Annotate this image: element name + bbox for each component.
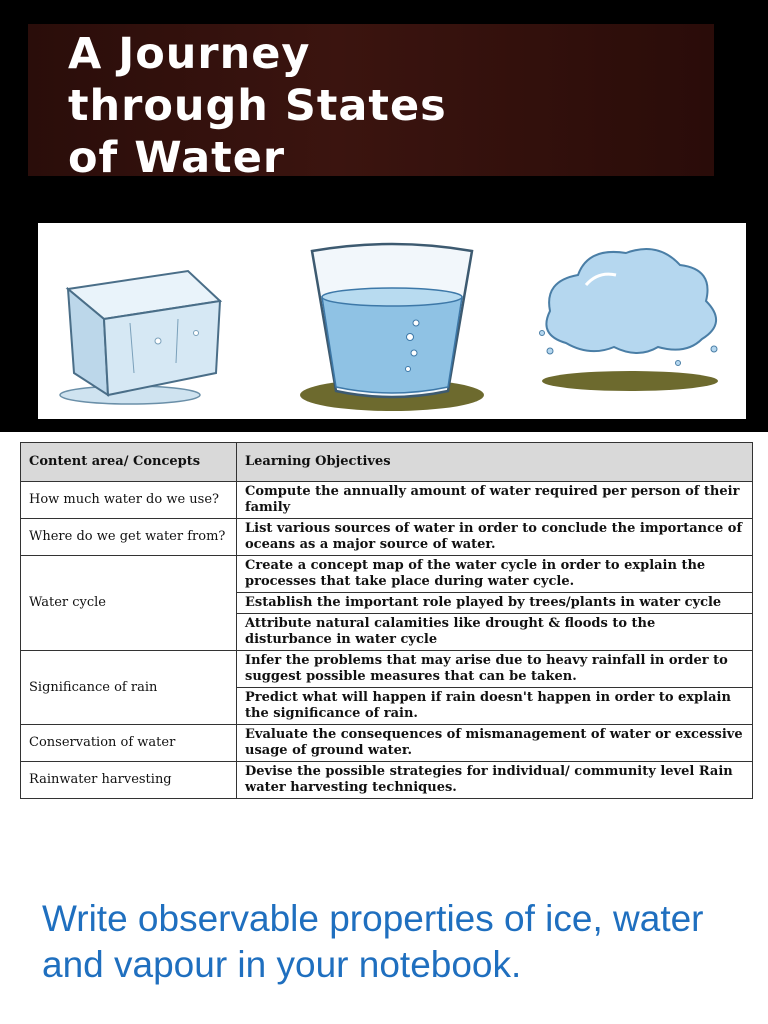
objective-cell: Create a concept map of the water cycle in order to explain the processes that take place during water cycle. (237, 556, 753, 593)
notebook-instruction: Write observable properties of ice, water and vapour in your notebook. (42, 898, 704, 985)
concept-cell: Rainwater harvesting (21, 762, 237, 799)
table-row (21, 651, 753, 688)
objective-cell: Attribute natural calamities like drought & floods to the disturbance in water cycle (237, 614, 753, 651)
title-banner (28, 24, 714, 183)
glass-of-water-icon (300, 244, 484, 411)
concept-cell: Water cycle (21, 556, 237, 651)
page-title: A Journey through States of Water (68, 29, 447, 183)
learning-objectives-table (20, 442, 753, 799)
column-header-concepts: Content area/ Concepts (21, 443, 237, 482)
table-header-row (21, 443, 753, 482)
objective-cell: Infer the problems that may arise due to heavy rainfall in order to suggest possible measures that can be taken. (237, 651, 753, 688)
concept-cell: How much water do we use? (21, 482, 237, 519)
column-header-objectives: Learning Objectives (237, 443, 753, 482)
concept-cell: Conservation of water (21, 725, 237, 762)
header-band (0, 0, 768, 432)
learning-objectives-table-container (20, 442, 752, 799)
states-of-water-illustration (38, 223, 746, 419)
table-row (21, 519, 753, 556)
objective-cell: Establish the important role played by trees/plants in water cycle (237, 593, 753, 614)
concept-cell: Where do we get water from? (21, 519, 237, 556)
objective-cell: Devise the possible strategies for individual/ community level Rain water harvesting techniques. (237, 762, 753, 799)
table-row (21, 725, 753, 762)
vapour-cloud-icon (540, 249, 719, 391)
objective-cell: List various sources of water in order to conclude the importance of oceans as a major source of water. (237, 519, 753, 556)
objective-cell: Predict what will happen if rain doesn't happen in order to explain the significance of rain. (237, 688, 753, 725)
objective-cell: Evaluate the consequences of mismanagement of water or excessive usage of ground water. (237, 725, 753, 762)
objective-cell: Compute the annually amount of water required per person of their family (237, 482, 753, 519)
concept-cell: Significance of rain (21, 651, 237, 725)
ice-cube-icon (60, 271, 220, 404)
table-row (21, 482, 753, 519)
table-row (21, 556, 753, 593)
table-row (21, 762, 753, 799)
